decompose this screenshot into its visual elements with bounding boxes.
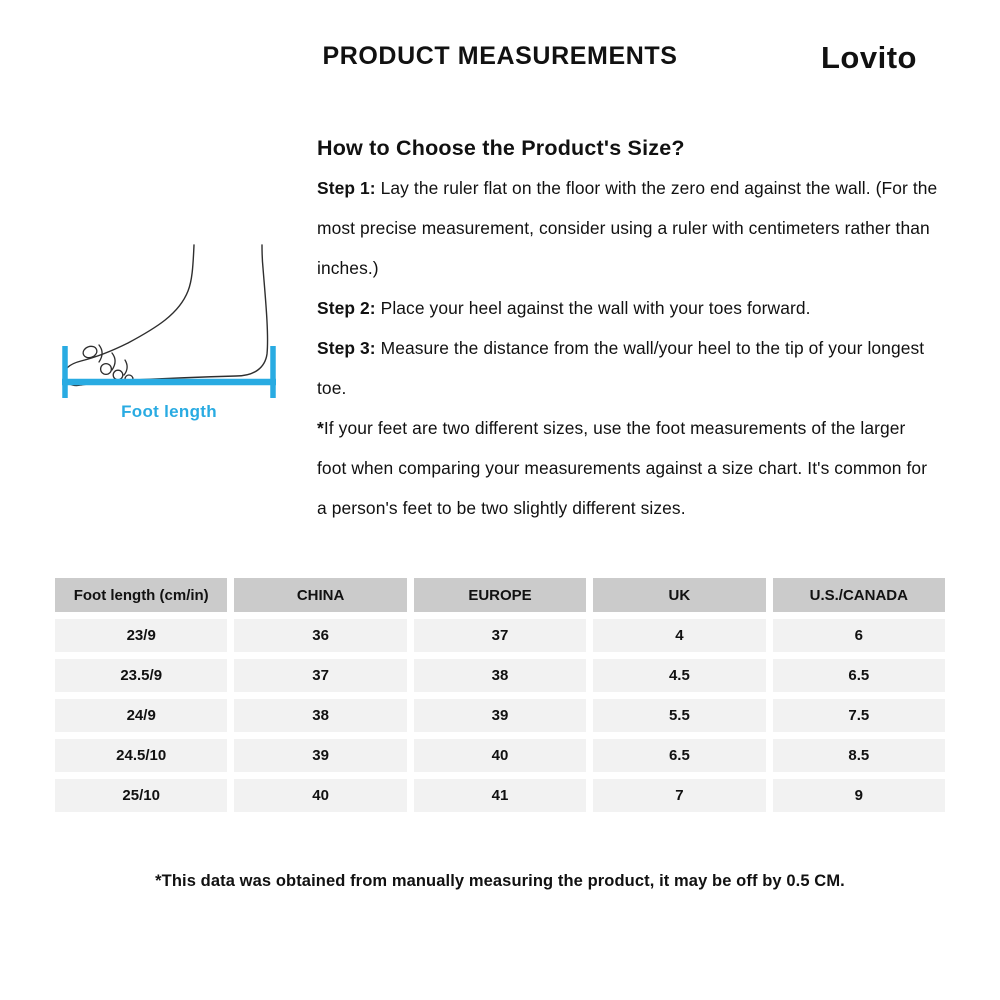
table-cell: 6.5 [773, 659, 945, 692]
instructions-heading: How to Choose the Product's Size? [317, 136, 685, 160]
table-cell: 6 [773, 619, 945, 652]
step-3-text: Measure the distance from the wall/your heel to the tip of your longest toe. [317, 338, 925, 398]
table-cell: 24.5/10 [55, 739, 227, 772]
size-conversion-table [55, 578, 945, 812]
step-3 [317, 328, 939, 408]
foot-diagram-image [58, 240, 280, 400]
table-cell: 7.5 [773, 699, 945, 732]
foot-outline [64, 245, 268, 386]
step-2 [317, 288, 939, 328]
measurement-bracket [62, 346, 276, 398]
table-cell: 37 [414, 619, 586, 652]
sizing-note [317, 408, 939, 528]
step-3-label: Step 3: [317, 338, 376, 358]
column-header-europe: EUROPE [414, 578, 586, 612]
table-cell: 39 [414, 699, 586, 732]
column-header-uk: UK [593, 578, 765, 612]
table-cell: 5.5 [593, 699, 765, 732]
table-cell: 9 [773, 779, 945, 812]
table-cell: 40 [234, 779, 406, 812]
table-cell: 41 [414, 779, 586, 812]
foot-measurement-diagram [58, 240, 280, 422]
table-cell: 6.5 [593, 739, 765, 772]
note-text: If your feet are two different sizes, use the foot measurements of the larger foot when comparing your measurements against a size chart. It's common for a person's feet to be two slightly different sizes. [317, 418, 928, 518]
column-header-foot-length: Foot length (cm/in) [55, 578, 227, 612]
step-2-label: Step 2: [317, 298, 376, 318]
toe-details-icon [82, 344, 133, 383]
table-cell: 7 [593, 779, 765, 812]
table-cell: 40 [414, 739, 586, 772]
table-cell: 25/10 [55, 779, 227, 812]
column-header-us-canada: U.S./CANADA [773, 578, 945, 612]
step-2-text: Place your heel against the wall with your toes forward. [380, 298, 811, 318]
brand-logo: Lovito [821, 40, 917, 75]
step-1 [317, 168, 939, 288]
step-1-text: Lay the ruler flat on the floor with the zero end against the wall. (For the most precise measurement, consider using a ruler with centimeters rather than inches.) [317, 178, 938, 278]
table-cell: 24/9 [55, 699, 227, 732]
table-cell: 23/9 [55, 619, 227, 652]
table-cell: 38 [234, 699, 406, 732]
table-cell: 36 [234, 619, 406, 652]
sizing-instructions [317, 136, 939, 528]
table-cell: 38 [414, 659, 586, 692]
table-cell: 39 [234, 739, 406, 772]
step-1-label: Step 1: [317, 178, 376, 198]
page-title: PRODUCT MEASUREMENTS [322, 42, 678, 70]
column-header-china: CHINA [234, 578, 406, 612]
note-marker: * [317, 418, 324, 438]
table-cell: 37 [234, 659, 406, 692]
table-cell: 23.5/9 [55, 659, 227, 692]
foot-length-label: Foot length [121, 402, 217, 421]
table-cell: 4.5 [593, 659, 765, 692]
table-cell: 4 [593, 619, 765, 652]
measurement-disclaimer: *This data was obtained from manually measuring the product, it may be off by 0.5 CM. [155, 872, 845, 890]
table-cell: 8.5 [773, 739, 945, 772]
